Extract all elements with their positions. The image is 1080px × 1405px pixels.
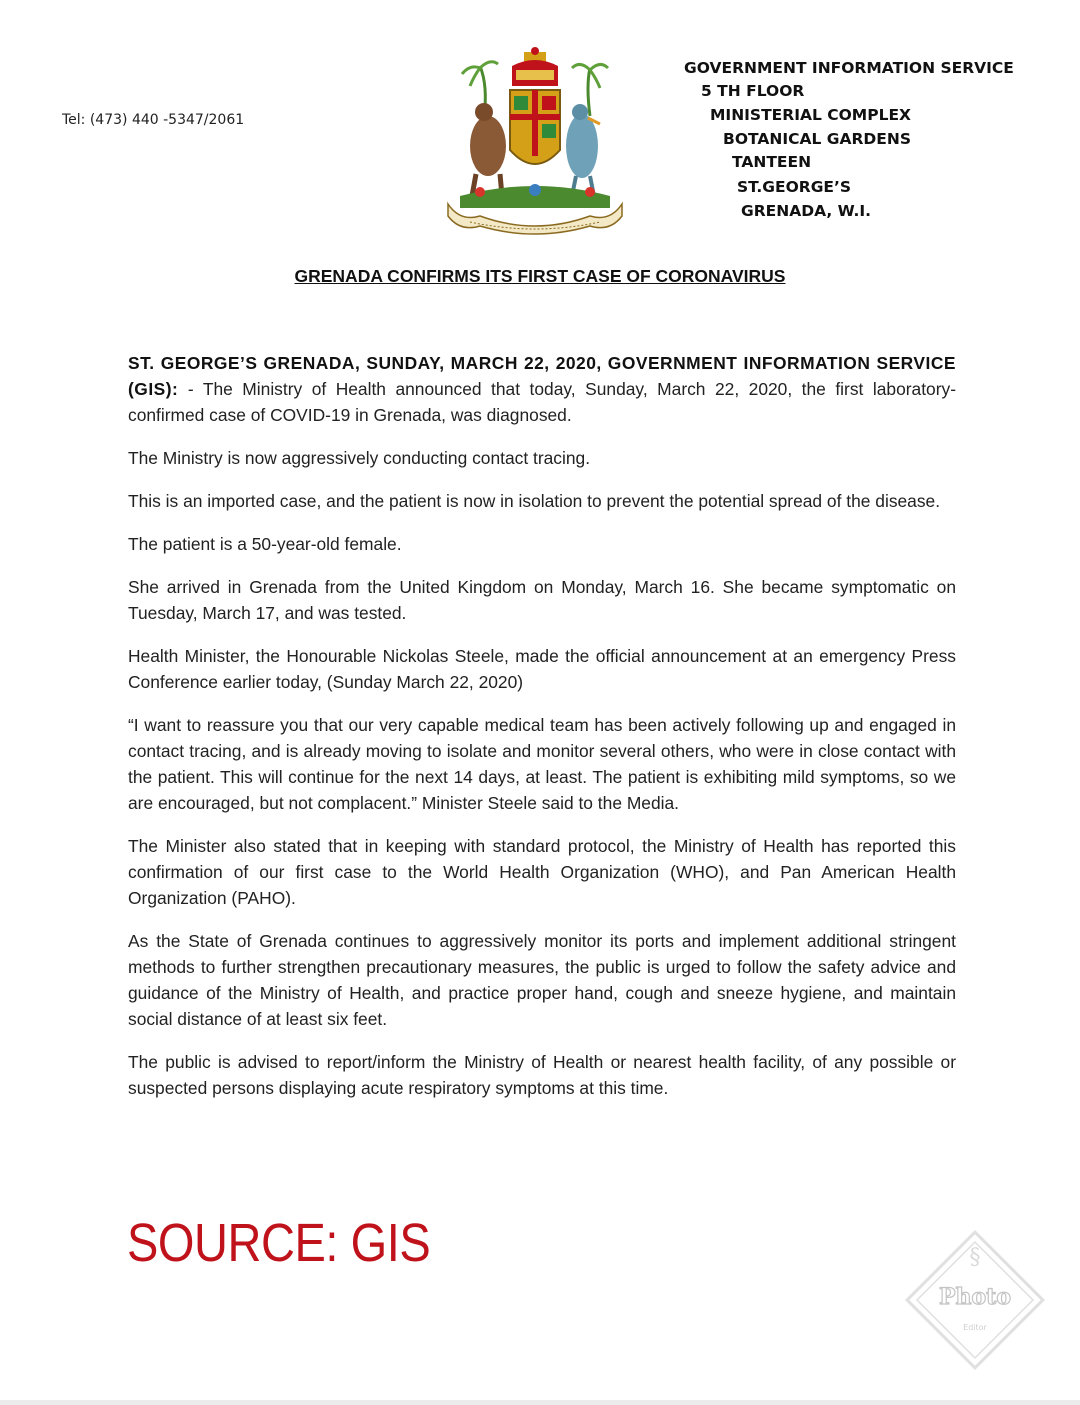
quote-paragraph: “I want to reassure you that our very capable medical team has been actively following up and engaged in contact tracing, and is already moving to isolate and monitor several others, who were in close contact with the patient. This will continue for the next 14 days, at least. The patient is exhibiting mild symptoms, so we are encouraged, but not complacent.” Minister Steele said to the Media. (128, 715, 956, 813)
svg-text:§: § (969, 1245, 981, 1270)
address-line-5: TANTEEN (732, 153, 812, 171)
paragraph: The patient is a 50-year-old female. (128, 534, 402, 554)
paragraph: The Ministry is now aggressively conducting contact tracing. (128, 448, 591, 468)
source-label: SOURCE: GIS (127, 1213, 431, 1273)
address-line-6: ST.GEORGE’S (737, 178, 852, 196)
address-line-1: GOVERNMENT INFORMATION SERVICE (684, 59, 1014, 77)
address-line-7: GRENADA, W.I. (741, 202, 872, 220)
lead-text: - The Ministry of Health announced that today, Sunday, March 22, 2020, the first laboratory-confirmed case of COVID-19 in Grenada, was diagnosed. (128, 379, 956, 425)
paragraph: The public is advised to report/inform the Ministry of Health or nearest health facility, of any possible or suspected persons displaying acute respiratory symptoms at this time. (128, 1052, 956, 1098)
watermark-sub: Editor (963, 1323, 987, 1332)
address-line-2: 5 TH FLOOR (701, 82, 805, 100)
press-release-body (128, 350, 956, 1118)
paragraph: She arrived in Grenada from the United Kingdom on Monday, March 16. She became symptomatic on Tuesday, March 17, and was tested. (128, 577, 956, 623)
address-line-4: BOTANICAL GARDENS (723, 130, 911, 148)
watermark-brand: Photo (938, 1284, 1012, 1310)
page-bottom-divider (0, 1400, 1080, 1405)
press-release-title: GRENADA CONFIRMS ITS FIRST CASE OF CORONAVIRUS (294, 266, 786, 286)
paragraph: Health Minister, the Honourable Nickolas Steele, made the official announcement at an emergency Press Conference earlier today, (Sunday March 22, 2020) (128, 646, 956, 692)
grenada-coat-of-arms-icon (440, 46, 630, 238)
dateline: ST. GEORGE’S GRENADA, SUNDAY, MARCH 22, 2020, GOVERNMENT INFORMATION SERVICE (GIS): (128, 353, 956, 399)
address-line-3: MINISTERIAL COMPLEX (710, 106, 911, 124)
lead-paragraph (128, 350, 956, 428)
paragraph: The Minister also stated that in keeping with standard protocol, the Ministry of Health has reported this confirmation of our first case to the World Health Organization (WHO), and Pan American Health Organization (PAHO). (128, 836, 956, 908)
photo-editor-watermark-icon (895, 1222, 1055, 1377)
paragraph: This is an imported case, and the patient is now in isolation to prevent the potential spread of the disease. (128, 491, 941, 511)
telephone-number: Tel: (473) 440 -5347/2061 (62, 112, 245, 128)
paragraph: As the State of Grenada continues to aggressively monitor its ports and implement additional stringent methods to further strengthen precautionary measures, the public is urged to follow the safety advice and guidance of the Ministry of Health, and practice proper hand, cough and sneeze hygiene, and maintain social distance of at least six feet. (128, 931, 956, 1029)
